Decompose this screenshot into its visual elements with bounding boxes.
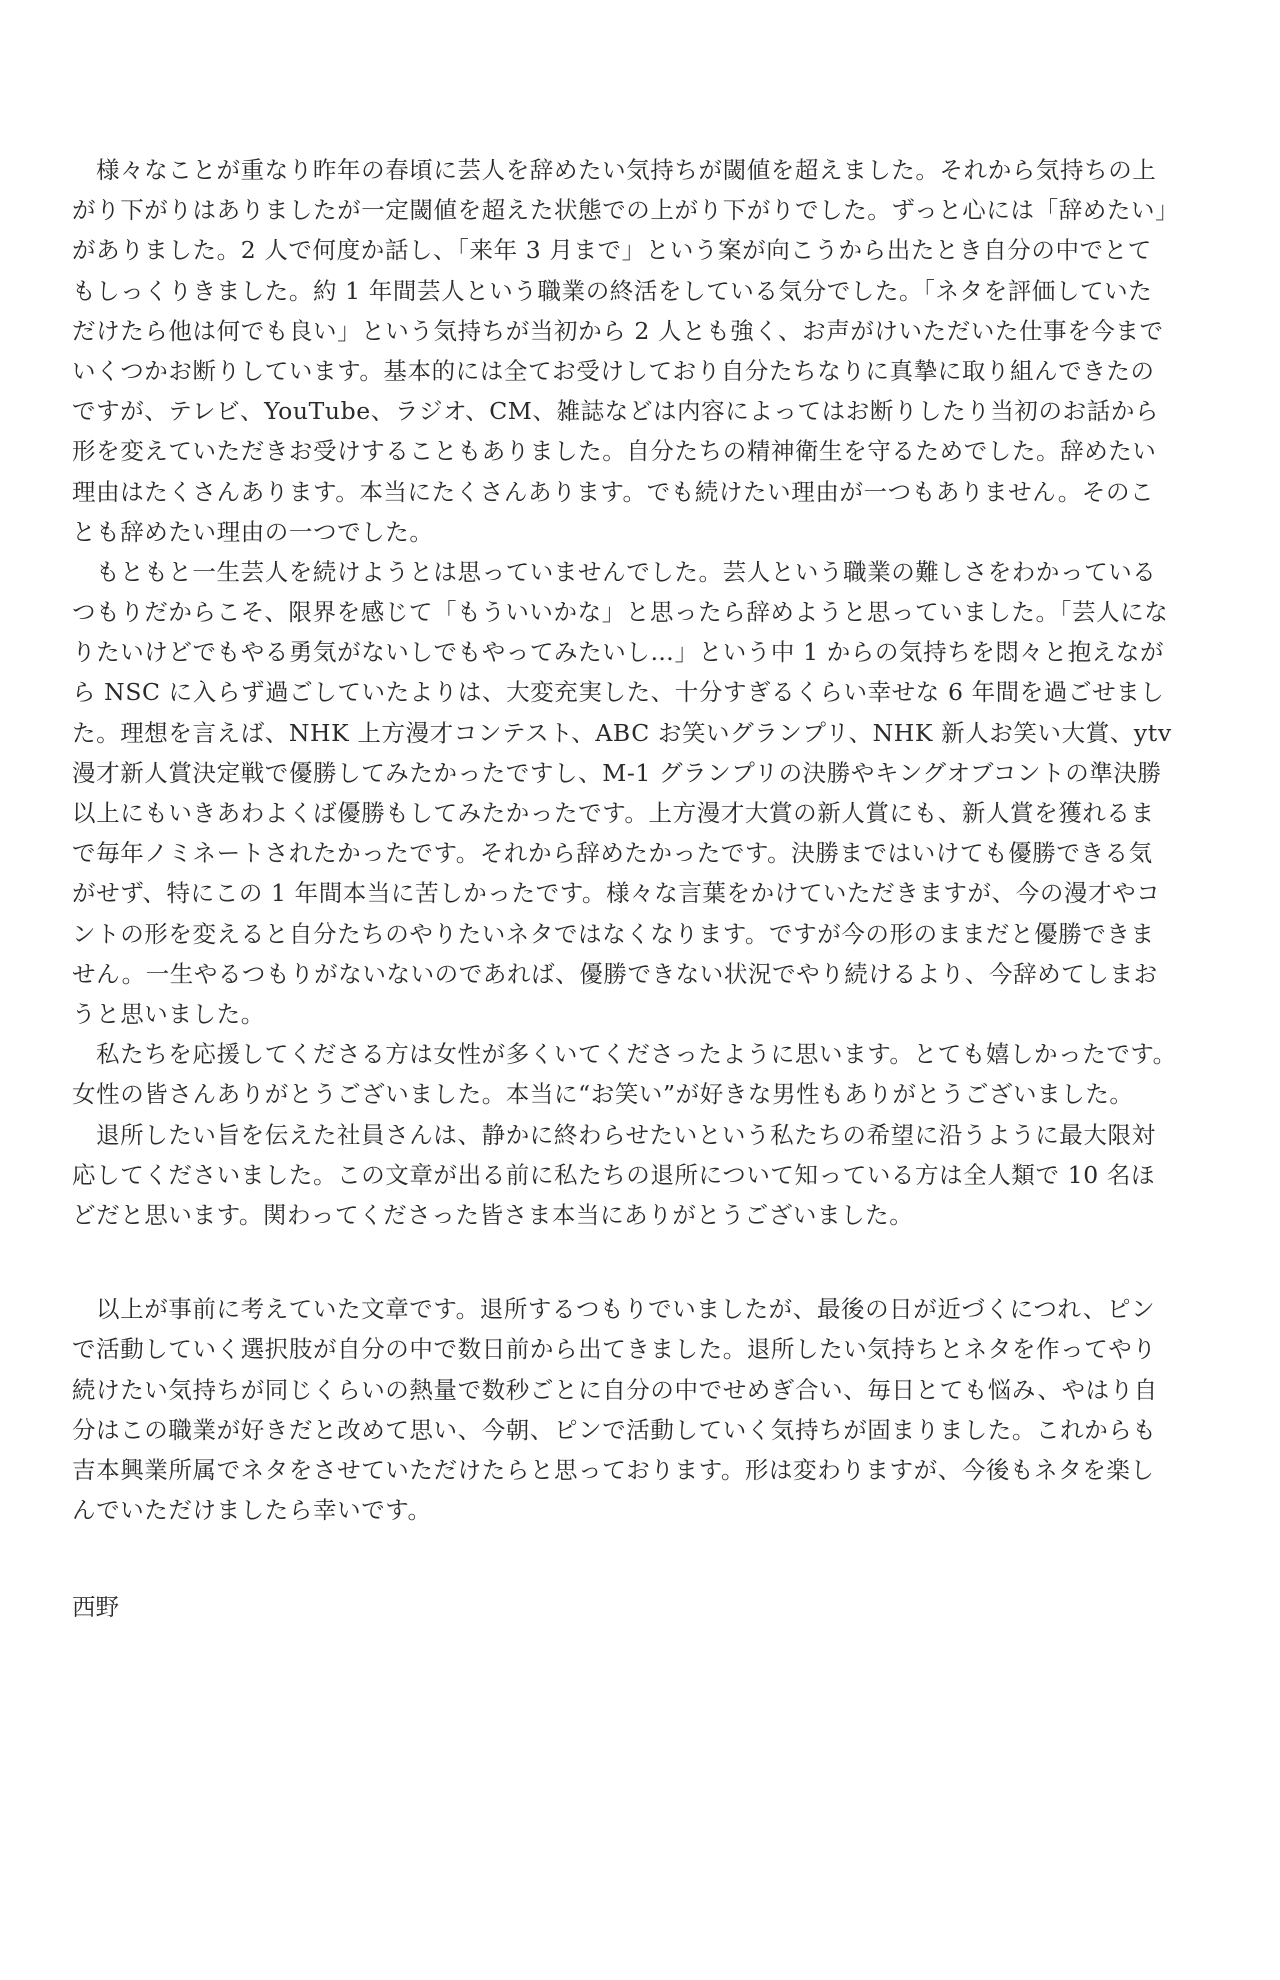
paragraph-1	[72, 150, 1212, 552]
text-line: 続けたい気持ちが同じくらいの熱量で数秒ごとに自分の中でせめぎ合い、毎日とても悩み、やはり自	[72, 1375, 1158, 1404]
text-line: 女性の皆さんありがとうございました。本当に“お笑い”が好きな男性もありがとうございました。	[72, 1080, 1134, 1109]
text-line: とも辞めたい理由の一つでした。	[72, 517, 434, 546]
text-line: で毎年ノミネートされたかったです。それから辞めたかったです。決勝まではいけても優勝できる気	[72, 839, 1153, 868]
paragraph-spacer	[72, 1235, 1212, 1275]
text-line: もしっくりきました。約 1 年間芸人という職業の終活をしている気分でした。「ネタを評価していた	[72, 276, 1153, 305]
text-line: どだと思います。関わってくださった皆さま本当にありがとうございました。	[72, 1200, 914, 1229]
text-line: 吉本興業所属でネタをさせていただけたらと思っております。形は変わりますが、今後もネタを楽し	[72, 1456, 1155, 1484]
text-line: がせず、特にこの 1 年間本当に苦しかったです。様々な言葉をかけていただきますが、今の漫才やコ	[72, 879, 1161, 908]
document-page	[72, 150, 1212, 1627]
text-line: ントの形を変えると自分たちのやりたいネタではなくなります。ですが今の形のままだと優勝できま	[72, 919, 1155, 948]
text-line: 漫才新人賞決定戦で優勝してみたかったですし、M-1 グランプリの決勝やキングオブコントの準決勝	[72, 758, 1162, 787]
text-line: 分はこの職業が好きだと改めて思い、今朝、ピンで活動していく気持ちが固まりました。これからも	[72, 1415, 1157, 1444]
signature: 西野	[72, 1592, 119, 1621]
text-line: がり下がりはありましたが一定閾値を超えた状態での上がり下がりでした。ずっと心には「辞めたい」	[72, 196, 1180, 225]
paragraph-2	[72, 552, 1212, 1034]
signature-spacer	[72, 1571, 1212, 1587]
text-line: 以上が事前に考えていた文章です。退所するつもりでいましたが、最後の日が近づくにつれ、ピン	[96, 1295, 1156, 1324]
text-line: いくつかお断りしています。基本的には全てお受けしており自分たちなりに真摯に取り組んできたの	[72, 356, 1155, 385]
text-line: 退所したい旨を伝えた社員さんは、静かに終わらせたいという私たちの希望に沿うように最大限対	[96, 1120, 1156, 1149]
text-line: ら NSC に入らず過ごしていたよりは、大変充実した、十分すぎるくらい幸せな 6 年間を過ごせまし	[72, 678, 1165, 707]
text-line: せん。一生やるつもりがないないのであれば、優勝できない状況でやり続けるより、今辞めてしまお	[72, 959, 1158, 988]
paragraph-spacer	[72, 1275, 1212, 1289]
text-line: で活動していく選択肢が自分の中で数日前から出てきました。退所したい気持ちとネタを作ってやり	[72, 1335, 1157, 1364]
text-line: つもりだからこそ、限界を感じて「もういいかな」と思ったら辞めようと思っていました。「芸人にな	[72, 598, 1169, 627]
text-line: ですが、テレビ、YouTube、ラジオ、CM、雑誌などは内容によってはお断りしたり当初のお話から	[72, 397, 1160, 426]
text-line: 私たちを応援してくださる方は女性が多くいてくださったように思います。とても嬉しかったです。	[96, 1040, 1177, 1069]
text-line: 以上にもいきあわよくば優勝もしてみたかったです。上方漫才大賞の新人賞にも、新人賞を獲れるま	[72, 799, 1155, 827]
text-line: だけたら他は何でも良い」という気持ちが当初から 2 人とも強く、お声がけいただいた仕事を今まで	[72, 316, 1164, 345]
paragraph-3	[72, 1034, 1212, 1114]
paragraph-5	[72, 1289, 1212, 1530]
text-line: うと思いました。	[72, 999, 265, 1028]
signature-spacer	[72, 1530, 1212, 1570]
text-line: 形を変えていただきお受けすることもありました。自分たちの精神衛生を守るためでした。辞めたい	[72, 437, 1157, 466]
text-line: 様々なことが重なり昨年の春頃に芸人を辞めたい気持ちが閾値を超えました。それから気持ちの上	[96, 156, 1157, 184]
text-line: りたいけどでもやる勇気がないしでもやってみたいし…」という中 1 からの気持ちを悶々と抱えなが	[72, 638, 1165, 667]
paragraph-4	[72, 1115, 1212, 1236]
text-line: もともと一生芸人を続けようとは思っていませんでした。芸人という職業の難しさをわかっている	[96, 557, 1157, 586]
text-line: た。理想を言えば、NHK 上方漫才コンテスト、ABC お笑いグランプリ、NHK 新人お笑い大賞、ytv	[72, 718, 1172, 747]
text-line: んでいただけましたら幸いです。	[72, 1496, 432, 1525]
text-line: 理由はたくさんあります。本当にたくさんあります。でも続けたい理由が一つもありません。そのこ	[72, 477, 1155, 506]
text-line: 応してくださいました。この文章が出る前に私たちの退所について知っている方は全人類で 10 名ほ	[72, 1160, 1156, 1189]
text-line: がありました。2 人で何度か話し、「来年 3 月まで」という案が向こうから出たとき自分の中でとて	[72, 236, 1152, 265]
